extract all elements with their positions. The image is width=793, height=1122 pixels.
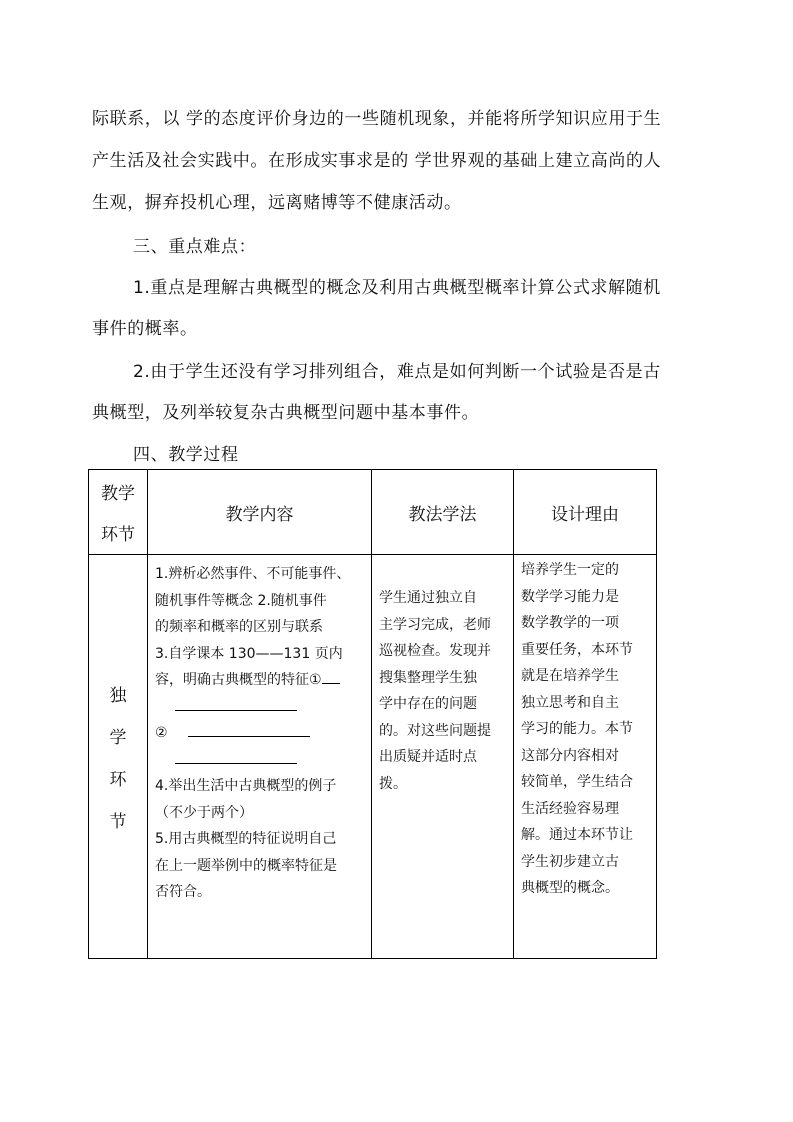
section-heading-key-points: 三、重点难点：	[133, 237, 257, 257]
method-line: 学中存在的问题	[379, 696, 477, 712]
header-stage	[89, 470, 148, 555]
content-line: 3.自学课本 130——131 页内	[155, 645, 343, 662]
reason-line: 独立思考和自主	[521, 694, 619, 711]
reason-line: 数学教学的一项	[521, 615, 619, 631]
reason-line: 学习的能力。本节	[521, 721, 633, 737]
para-line-1: 际联系，以 学的态度评价身边的一些随机现象，并能将所学知识应用于生	[92, 109, 662, 129]
reason-line: 培养学生一定的	[521, 562, 619, 578]
reason-line: 典概型的概念。	[521, 880, 619, 896]
method-line: 巡视检查。发现并	[379, 643, 491, 659]
key-point-2-line-2: 典概型，及列举较复杂古典概型问题中基本事件。	[92, 403, 480, 423]
fill-blank	[188, 724, 310, 737]
content-line-feature-2: ②	[155, 720, 365, 747]
stage-char: 节	[109, 812, 127, 832]
fill-blank	[175, 751, 297, 764]
reason-line: 就是在培养学生	[521, 668, 619, 684]
content-line: 随机事件等概念 2.随机事件	[155, 592, 327, 609]
stage-char: 学	[109, 728, 127, 748]
stage-char: 独	[109, 686, 127, 706]
method-line: 的。对这些问题提	[379, 722, 491, 739]
content-line: 在上一题举例中的概率特征是	[155, 857, 337, 874]
table-row	[89, 555, 657, 959]
reason-line: 解。通过本环节让	[521, 827, 633, 843]
stage-cell	[89, 555, 148, 959]
method-line: 出质疑并适时点	[379, 749, 477, 765]
para-line-3: 生观，摒弃投机心理，远离赌博等不健康活动。	[92, 193, 462, 213]
stage-char: 环	[109, 770, 127, 790]
key-point-1-line-2: 事件的概率。	[92, 319, 198, 339]
content-line: 否符合。	[155, 884, 211, 900]
method-cell	[372, 555, 514, 959]
content-line: 1.辨析必然事件、不可能事件、	[155, 566, 351, 582]
key-point-1-line-1: 1.重点是理解古典概型的概念及利用古典概型概率计算公式求解随机	[133, 278, 661, 298]
fill-blank	[175, 698, 297, 711]
reason-line: 生活经验容易理	[521, 800, 619, 817]
header-stage-line-1: 教学	[101, 484, 135, 504]
table-header-row	[89, 470, 657, 555]
content-line: 的频率和概率的区别与联系	[155, 619, 323, 635]
content-line: 5.用古典概型的特征说明自己	[155, 831, 337, 847]
header-stage-line-2: 环节	[101, 525, 135, 545]
reason-line: 重要任务，本环节	[521, 641, 633, 658]
content-line: 4.举出生活中古典概型的例子	[155, 778, 337, 794]
header-method: 教法学法	[372, 470, 514, 555]
header-reason: 设计理由	[514, 470, 657, 555]
reason-cell	[514, 555, 657, 959]
reason-line: 较简单，学生结合	[521, 774, 633, 790]
method-line: 搜集整理学生独	[379, 669, 477, 686]
reason-line: 这部分内容相对	[521, 747, 619, 764]
header-content: 教学内容	[148, 470, 372, 555]
key-point-2-line-1: 2.由于学生还没有学习排列组合，难点是如何判断一个试验是否是古	[133, 362, 661, 382]
content-cell	[148, 555, 372, 959]
reason-line: 数学学习能力是	[521, 588, 619, 605]
content-line-blank	[155, 694, 365, 721]
fill-blank	[322, 671, 340, 684]
method-line: 学生通过独立自	[379, 590, 477, 606]
para-line-2: 产生活及社会实践中。在形成实事求是的 学世界观的基础上建立高尚的人	[92, 151, 662, 171]
section-heading-process: 四、教学过程	[133, 445, 239, 465]
method-line: 拨。	[379, 775, 407, 792]
content-line: （不少于两个）	[155, 804, 253, 821]
content-line-feature-1: 容，明确古典概型的特征①	[155, 667, 365, 694]
content-line-blank	[155, 747, 365, 774]
teaching-process-table	[88, 469, 657, 959]
method-line: 主学习完成，老师	[379, 616, 491, 633]
reason-line: 学生初步建立古	[521, 853, 619, 870]
